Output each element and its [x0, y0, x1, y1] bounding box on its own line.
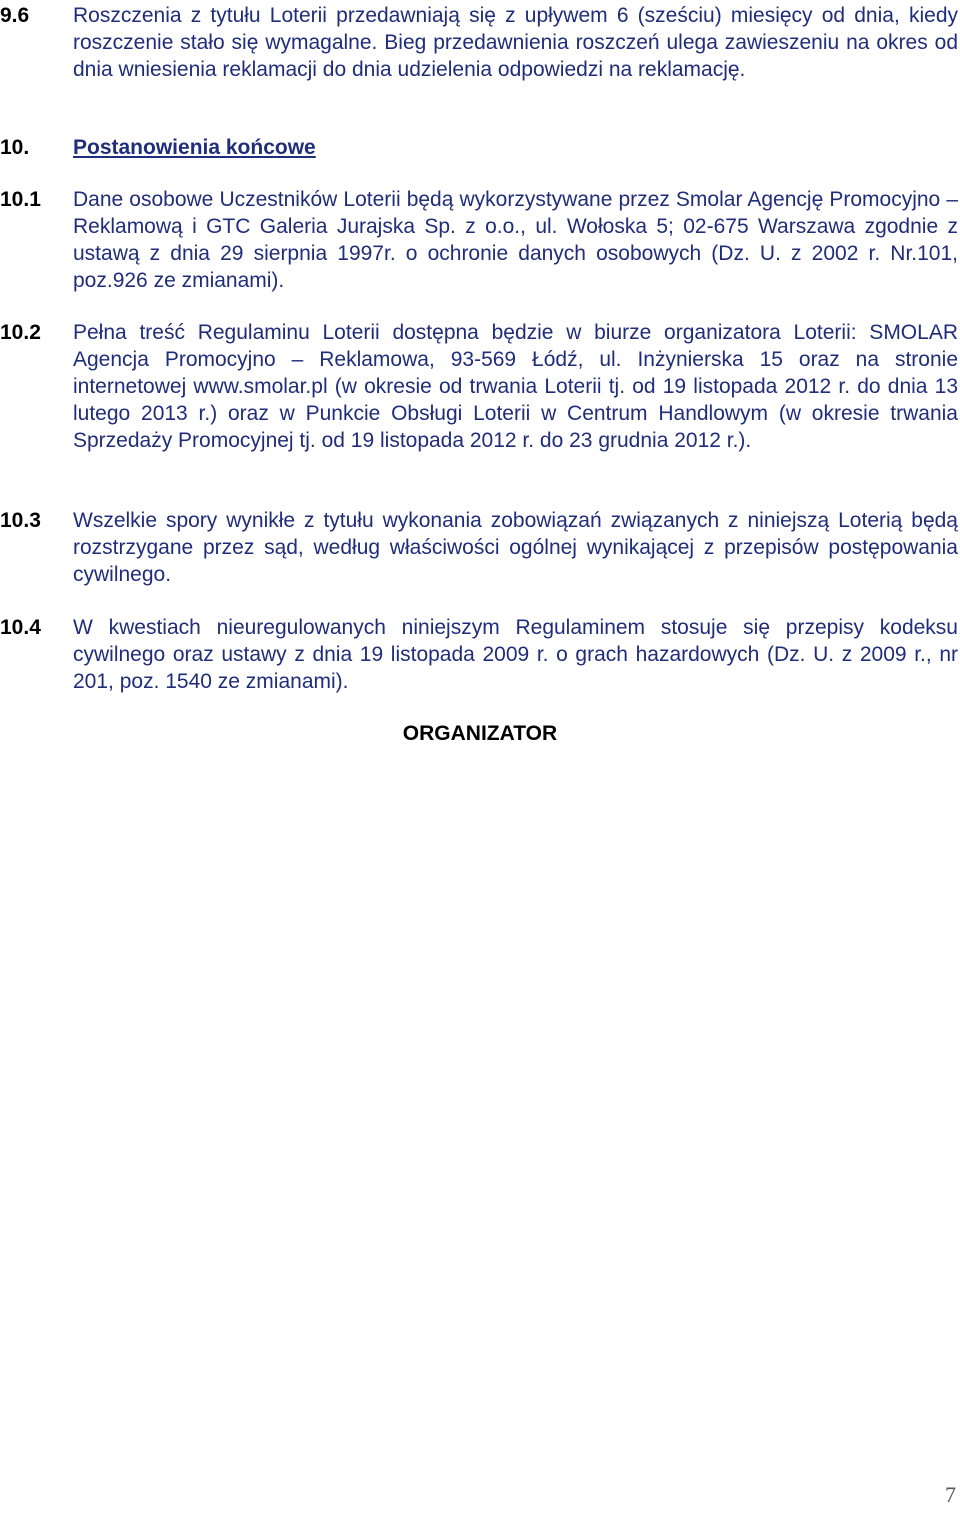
section-number: 10.3 — [0, 509, 41, 532]
section-10-4 — [0, 614, 958, 695]
section-number: 10.4 — [0, 616, 41, 639]
section-number: 10.1 — [0, 188, 41, 211]
signature-organizator: ORGANIZATOR — [402, 722, 558, 745]
section-10-3 — [0, 507, 958, 588]
section-number: 10. — [0, 136, 30, 159]
section-text: Roszczenia z tytułu Loterii przedawniają się z upływem 6 (sześciu) miesięcy od dnia, kiedy roszczenie stało się wymagalne. Bieg przedawnienia roszczeń ulega zawieszeniu na okres od dnia wniesienia reklamacji do dnia udzielenia odpowiedzi na reklamację. — [73, 4, 958, 81]
section-10-heading — [0, 134, 958, 161]
section-number: 10.2 — [0, 321, 41, 344]
section-10-1 — [0, 186, 958, 294]
section-number: 9.6 — [0, 4, 30, 27]
section-text: Wszelkie spory wynikłe z tytułu wykonania zobowiązań związanych z niniejszą Loterią będą rozstrzygane przez sąd, według właściwości ogólnej wynikającej z przepisów postępowania cywilnego. — [73, 509, 958, 586]
section-text: Pełna treść Regulaminu Loterii dostępna będzie w biurze organizatora Loterii: SMOLAR Agencja Promocyjno – Reklamowa, 93-569 Łódź, ul. Inżynierska 15 oraz na stronie internetowej www.smolar.pl (w okresie od trwania Loterii tj. od 19 listopada 2012 r. do dnia 13 lutego 2013 r.) oraz w Punkcie Obsługi Loterii w Centrum Handlowym (w okresie trwania Sprzedaży Promocyjnej tj. od 19 listopada 2012 r. do 23 grudnia 2012 r.). — [73, 321, 958, 452]
section-heading: Postanowienia końcowe — [73, 136, 316, 159]
section-10-2 — [0, 319, 958, 454]
section-text: W kwestiach nieuregulowanych niniejszym Regulaminem stosuje się przepisy kodeksu cywilnego oraz ustawy z dnia 19 listopada 2009 r. o grach hazardowych (Dz. U. z 2009 r., nr 201, poz. 1540 ze zmianami). — [73, 616, 958, 693]
page-number: 7 — [945, 1482, 956, 1507]
section-text: Dane osobowe Uczestników Loterii będą wykorzystywane przez Smolar Agencję Promocyjno – Reklamową i GTC Galeria Jurajska Sp. z o.o., ul. Wołoska 5; 02-675 Warszawa zgodnie z ustawą z dnia 29 sierpnia 1997r. o ochronie danych osobowych (Dz. U. z 2002 r. Nr.101, poz.926 ze zmianami). — [73, 188, 958, 292]
section-9-6 — [0, 2, 958, 83]
